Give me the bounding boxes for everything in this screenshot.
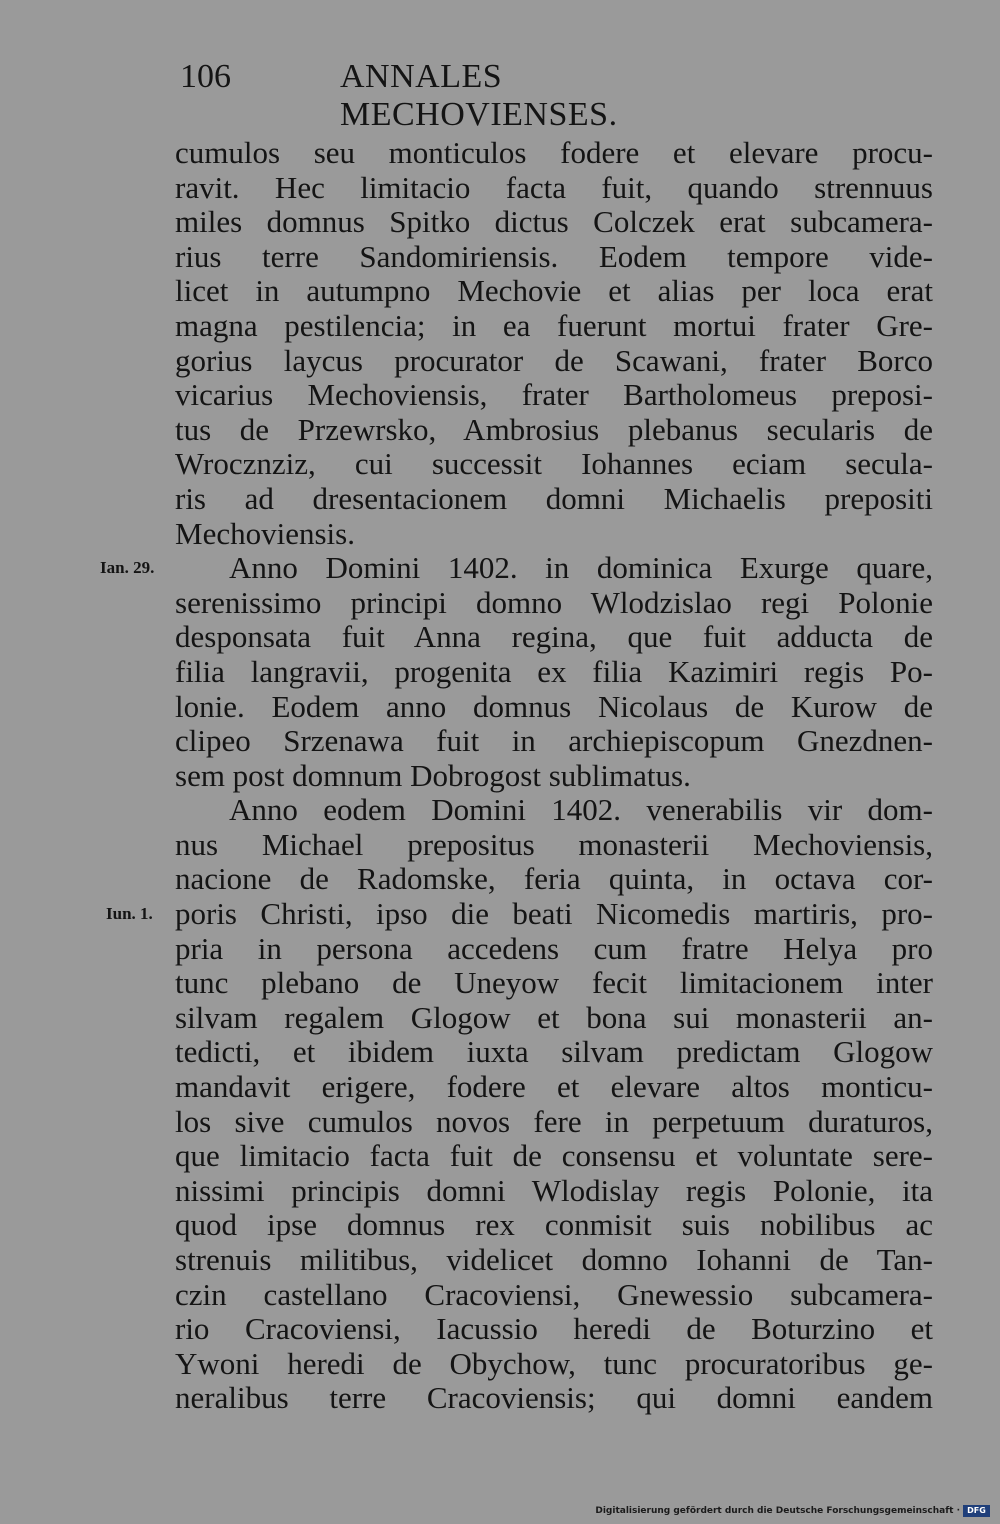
text-line: nus Michael prepositus monasterii Mechoviensis, xyxy=(175,826,933,862)
text-line: Ywoni heredi de Obychow, tunc procuratoribus ge- xyxy=(175,1345,933,1381)
text-line: serenissimo principi domno Wlodzislao regi Polonie xyxy=(175,584,933,620)
text-line: sem post domnum Dobrogost sublimatus. xyxy=(175,757,691,793)
text-line: rio Cracoviensi, Iacussio heredi de Boturzino et xyxy=(175,1311,933,1347)
text-line: quod ipse domnus rex conmisit suis nobilibus ac xyxy=(175,1207,933,1243)
page-header xyxy=(180,58,780,133)
text-line: magna pestilencia; in ea fuerunt mortui frater Gre- xyxy=(175,307,933,343)
text-line-content: Anno Domini 1402. in dominica Exurge quare, xyxy=(229,550,933,586)
text-line: Mechoviensis. xyxy=(175,515,355,551)
text-line: tus de Przewrsko, Ambrosius plebanus secularis de xyxy=(175,411,933,447)
text-line: silvam regalem Glogow et bona sui monasterii an- xyxy=(175,999,933,1035)
text-line: neralibus terre Cracoviensis; qui domni eandem xyxy=(175,1380,933,1416)
dfg-logo: DFG xyxy=(963,1505,990,1517)
digitization-credit: Digitalisierung gefördert durch die Deutsche Forschungsgemeinschaft · xyxy=(595,1506,960,1516)
body-text xyxy=(100,135,933,1416)
text-line: czin castellano Cracoviensi, Gnewessio subcamera- xyxy=(175,1276,933,1312)
text-line: desponsata fuit Anna regina, que fuit adducta de xyxy=(175,619,933,655)
text-line: pria in persona accedens cum fratre Helya pro xyxy=(175,930,933,966)
page-number: 106 xyxy=(180,58,231,95)
text-line: lonie. Eodem anno domnus Nicolaus de Kurow de xyxy=(175,688,933,724)
text-line: los sive cumulos novos fere in perpetuum duraturos, xyxy=(175,1103,933,1139)
text-line: que limitacio facta fuit de consensu et voluntate sere- xyxy=(175,1138,933,1174)
running-title: ANNALES MECHOVIENSES. xyxy=(340,58,618,133)
text-line: nacione de Radomske, feria quinta, in octava cor- xyxy=(175,861,933,897)
text-line: rius terre Sandomiriensis. Eodem tempore vide- xyxy=(175,238,933,274)
text-line: tunc plebano de Uneyow fecit limitacionem inter xyxy=(175,965,933,1001)
text-line: Anno eodem Domini 1402. venerabilis vir dom- xyxy=(229,792,933,828)
text-line: clipeo Srzenawa fuit in archiepiscopum Gnezdnen- xyxy=(175,723,933,759)
text-line: ravit. Hec limitacio facta fuit, quando strennuus xyxy=(175,169,933,205)
text-line xyxy=(106,896,933,932)
margin-note-date-jan: Ian. 29. xyxy=(100,558,155,578)
text-line: tedicti, et ibidem iuxta silvam predictam Glogow xyxy=(175,1034,933,1070)
text-line: vicarius Mechoviensis, frater Bartholomeus preposi- xyxy=(175,377,933,413)
text-line-content: poris Christi, ipso die beati Nicomedis martiris, pro- xyxy=(175,896,933,932)
text-line: mandavit erigere, fodere et elevare altos monticu- xyxy=(175,1069,933,1105)
text-line: cumulos seu monticulos fodere et elevare procu- xyxy=(175,135,933,170)
text-line: strenuis militibus, videlicet domno Iohanni de Tan- xyxy=(175,1242,933,1277)
text-line: nissimi principis domni Wlodislay regis Polonie, ita xyxy=(175,1172,933,1208)
margin-note-date-jun: Iun. 1. xyxy=(106,904,153,924)
text-line: Wrocznziz, cui successit Iohannes eciam secula- xyxy=(175,446,933,482)
text-line: miles domnus Spitko dictus Colczek erat subcamera- xyxy=(175,204,933,240)
text-line: ris ad dresentacionem domni Michaelis prepositi xyxy=(175,480,933,516)
text-line: filia langravii, progenita ex filia Kazimiri regis Po- xyxy=(175,653,933,689)
text-line xyxy=(100,550,933,586)
text-line: gorius laycus procurator de Scawani, frater Borco xyxy=(175,342,933,378)
text-line: licet in autumpno Mechovie et alias per loca erat xyxy=(175,273,933,309)
